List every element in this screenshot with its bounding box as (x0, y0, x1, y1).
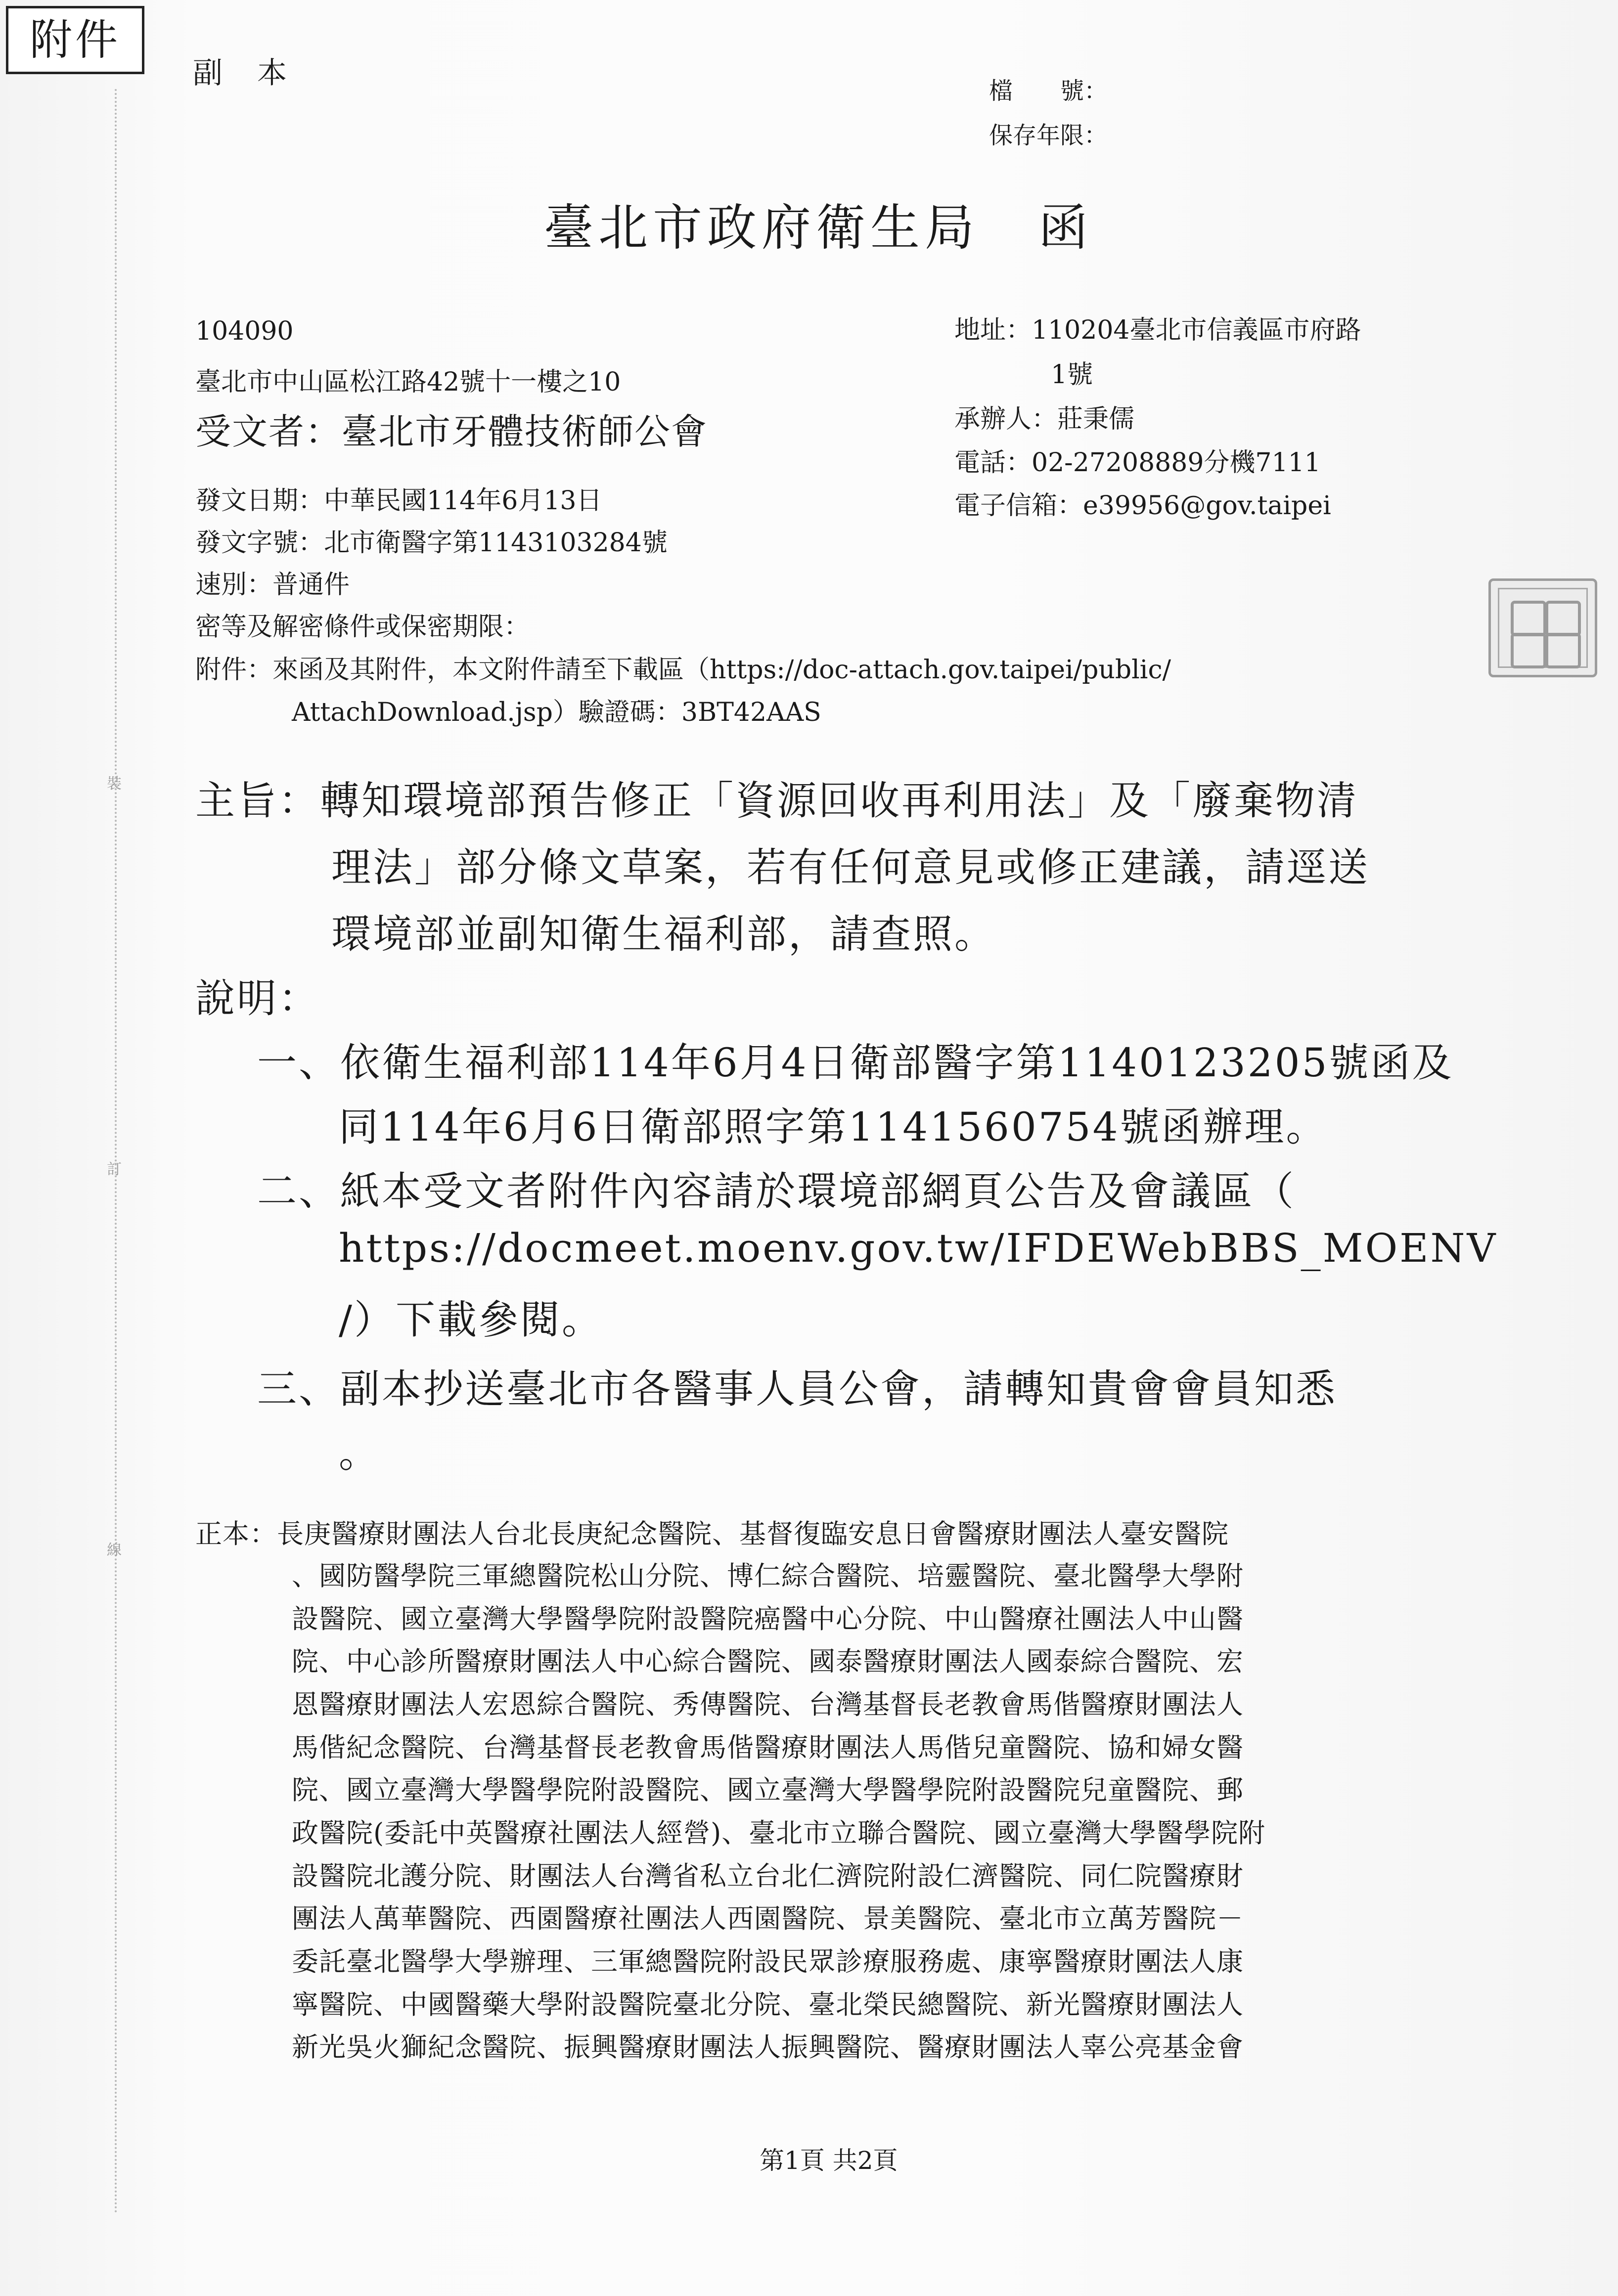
cc-line: 、國防醫學院三軍總醫院松山分院、博仁綜合醫院、培靈醫院、臺北醫學大學附 (292, 1560, 1244, 1591)
subject-line3: 環境部並副知衛生福利部，請查照。 (331, 911, 996, 957)
official-seal (1488, 578, 1597, 677)
cc-line: 恩醫療財團法人宏恩綜合醫院、秀傳醫院、台灣基督長老教會馬偕醫療財團法人 (292, 1689, 1244, 1720)
cc-line: 馬偕紀念醫院、台灣基督長老教會馬偕醫療財團法人馬偕兒童醫院、協和婦女醫 (292, 1732, 1244, 1763)
document-title (544, 188, 1093, 259)
cc-line: 政醫院(委託中英醫療社團法人經營)、臺北市立聯合醫院、國立臺灣大學醫學院附 (292, 1817, 1266, 1849)
cc-line: 委託臺北醫學大學辦理、三軍總醫院附設民眾診療服務處、康寧醫療財團法人康 (292, 1946, 1244, 1977)
file-number-label: 檔 號： (989, 77, 1108, 105)
item1-line2: 同114年6月6日衛部照字第1141560754號函辦理。 (339, 1104, 1328, 1150)
binding-mark-zhuang: 裝 (107, 775, 122, 793)
copy-label: 副本 (193, 56, 321, 90)
retention-period-label: 保存年限： (989, 122, 1108, 149)
binding-mark-xian: 線 (107, 1542, 122, 1559)
cc-line: 院、國立臺灣大學醫學院附設醫院、國立臺灣大學醫學院附設醫院兒童醫院、郵 (292, 1774, 1244, 1806)
contact-person: 承辦人：莊秉儒 (954, 404, 1135, 434)
item3-line2: 。 (339, 1430, 380, 1476)
attachment-line2: AttachDownload.jsp）驗證碼：3BT42AAS (292, 698, 821, 727)
document-number: 發文字號：北市衛醫字第1143103284號 (195, 528, 668, 558)
issuing-agency: 臺北市政府衛生局 (544, 199, 979, 257)
subject-line2: 理法」部分條文草案，若有任何意見或修正建議，請逕送 (331, 844, 1370, 890)
explanation-label: 說明： (195, 975, 320, 1021)
recipient-address: 臺北市中山區松江路42號十一樓之10 (195, 367, 621, 397)
item2-line3: /）下載參閱。 (339, 1297, 603, 1343)
recipient: 受文者：臺北市牙體技術師公會 (195, 411, 708, 452)
document-type: 函 (1038, 199, 1093, 257)
sender-address-line2: 1號 (1051, 360, 1093, 390)
subject-line1: 主旨：轉知環境部預告修正「資源回收再利用法」及「廢棄物清 (195, 778, 1358, 824)
page-footer: 第1頁 共2頁 (760, 2146, 898, 2175)
item1-line1: 一、依衛生福利部114年6月4日衛部醫字第1140123205號函及 (257, 1040, 1454, 1086)
item2-url: https://docmeet.moenv.gov.tw/IFDEWebBBS_MOENV (339, 1225, 1498, 1271)
binding-mark-ding: 訂 (107, 1161, 122, 1178)
cc-line: 正本：長庚醫療財團法人台北長庚紀念醫院、基督復臨安息日會醫療財團法人臺安醫院 (195, 1518, 1229, 1549)
attachment-stamp: 附件 (6, 6, 144, 74)
binding-dotted-line (115, 89, 117, 2215)
contact-email: 電子信箱：e39956@gov.taipei (954, 491, 1331, 521)
issue-date: 發文日期：中華民國114年6月13日 (195, 486, 602, 516)
cc-line: 寧醫院、中國醫藥大學附設醫院臺北分院、臺北榮民總醫院、新光醫療財團法人 (292, 1989, 1244, 2020)
item3-line1: 三、副本抄送臺北市各醫事人員公會，請轉知貴會會員知悉 (257, 1366, 1337, 1412)
speed-classification: 速別：普通件 (195, 570, 350, 600)
cc-line: 設醫院北護分院、財團法人台灣省私立台北仁濟院附設仁濟醫院、同仁院醫療財 (292, 1860, 1244, 1892)
contact-phone: 電話：02-27208889分機7111 (954, 448, 1321, 478)
sender-address-line1: 地址：110204臺北市信義區市府路 (954, 315, 1361, 345)
secrecy-classification: 密等及解密條件或保密期限： (195, 612, 530, 642)
item2-line1: 二、紙本受文者附件內容請於環境部網頁公告及會議區（ (257, 1168, 1296, 1214)
attachment-line1: 附件：來函及其附件，本文附件請至下載區（https://doc-attach.gov.taipei/public/ (195, 655, 1171, 685)
cc-line: 團法人萬華醫院、西園醫療社團法人西園醫院、景美醫院、臺北市立萬芳醫院－ (292, 1903, 1244, 1934)
cc-line: 院、中心診所醫療財團法人中心綜合醫院、國泰醫療財團法人國泰綜合醫院、宏 (292, 1646, 1244, 1677)
cc-line: 設醫院、國立臺灣大學醫學院附設醫院癌醫中心分院、中山醫療社團法人中山醫 (292, 1603, 1244, 1634)
recipient-postal-code: 104090 (195, 316, 294, 346)
cc-line: 新光吳火獅紀念醫院、振興醫療財團法人振興醫院、醫療財團法人辜公亮基金會 (292, 2031, 1244, 2063)
